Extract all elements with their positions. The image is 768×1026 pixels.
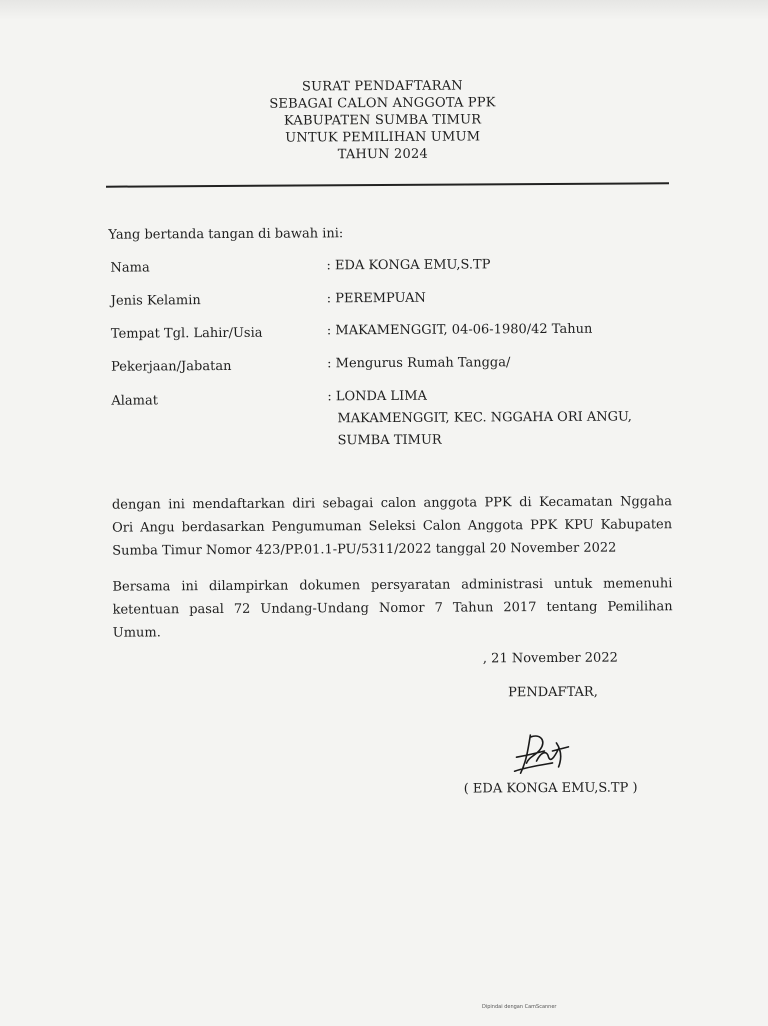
scanner-watermark: Dipindai dengan CamScanner [482, 1004, 557, 1010]
heading-line: SEBAGAI CALON ANGGOTA PPK [269, 95, 496, 112]
field-value-pekerjaan [327, 352, 510, 375]
paragraph-line: Umum. [112, 625, 161, 641]
heading-divider [106, 182, 669, 187]
field-value-nama [326, 254, 490, 277]
heading-line: KABUPATEN SUMBA TIMUR [283, 112, 482, 129]
paragraph-line: ketentuan pasal 72 Undang-Undang Nomor 7 Tahun 2017 tentang Pemilihan [112, 599, 673, 618]
paragraph-line: dengan ini mendaftarkan diri sebagai calon anggota PPK di Kecamatan Nggaha [111, 494, 672, 513]
field-value-line: MAKAMENGGIT, KEC. NGGAHA ORI ANGU, [337, 409, 632, 427]
signer-name: ( EDA KONGA EMU,S.TP ) [463, 780, 638, 797]
field-value-tempat-tgl-lahir [327, 319, 593, 343]
heading-line: UNTUK PEMILIHAN UMUM [285, 129, 481, 146]
field-label-jenis-kelamin: Jenis Kelamin [110, 293, 201, 309]
paragraph-line: Sumba Timur Nomor 423/PP.01.1-PU/5311/2022 tanggal 20 November 2022 [112, 540, 617, 559]
intro-text: Yang bertanda tangan di bawah ini: [108, 226, 344, 243]
heading-line: TAHUN 2024 [337, 146, 428, 163]
field-label-nama: Nama [110, 260, 150, 276]
heading-line: SURAT PENDAFTARAN [301, 78, 463, 95]
paragraph-attachments [112, 572, 672, 644]
field-value-line: SUMBA TIMUR [337, 432, 442, 449]
letter-heading [217, 77, 548, 164]
field-value-alamat [327, 384, 632, 452]
handwritten-signature [506, 727, 576, 783]
field-value-line: : LONDA LIMA [327, 388, 427, 405]
field-label-pekerjaan: Pekerjaan/Jabatan [111, 358, 232, 375]
closing-date: , 21 November 2022 [482, 650, 618, 667]
field-label-tempat-tgl-lahir: Tempat Tgl. Lahir/Usia [110, 325, 263, 342]
field-value-line: : Mengurus Rumah Tangga/ [327, 355, 511, 372]
paragraph-line: Ori Angu berdasarkan Pengumuman Seleksi Calon Anggota PPK KPU Kabupaten [112, 517, 673, 536]
field-value-line: : EDA KONGA EMU,S.TP [326, 257, 491, 274]
field-label-alamat: Alamat [111, 393, 158, 409]
field-value-line: : PEREMPUAN [326, 290, 426, 307]
paragraph-line: Bersama ini dilampirkan dokumen persyaratan administrasi untuk memenuhi [112, 576, 673, 595]
closing-role: PENDAFTAR, [508, 684, 598, 701]
field-value-line: : MAKAMENGGIT, 04-06-1980/42 Tahun [326, 321, 593, 339]
field-value-jenis-kelamin [327, 288, 426, 311]
paragraph-registration [112, 490, 672, 562]
